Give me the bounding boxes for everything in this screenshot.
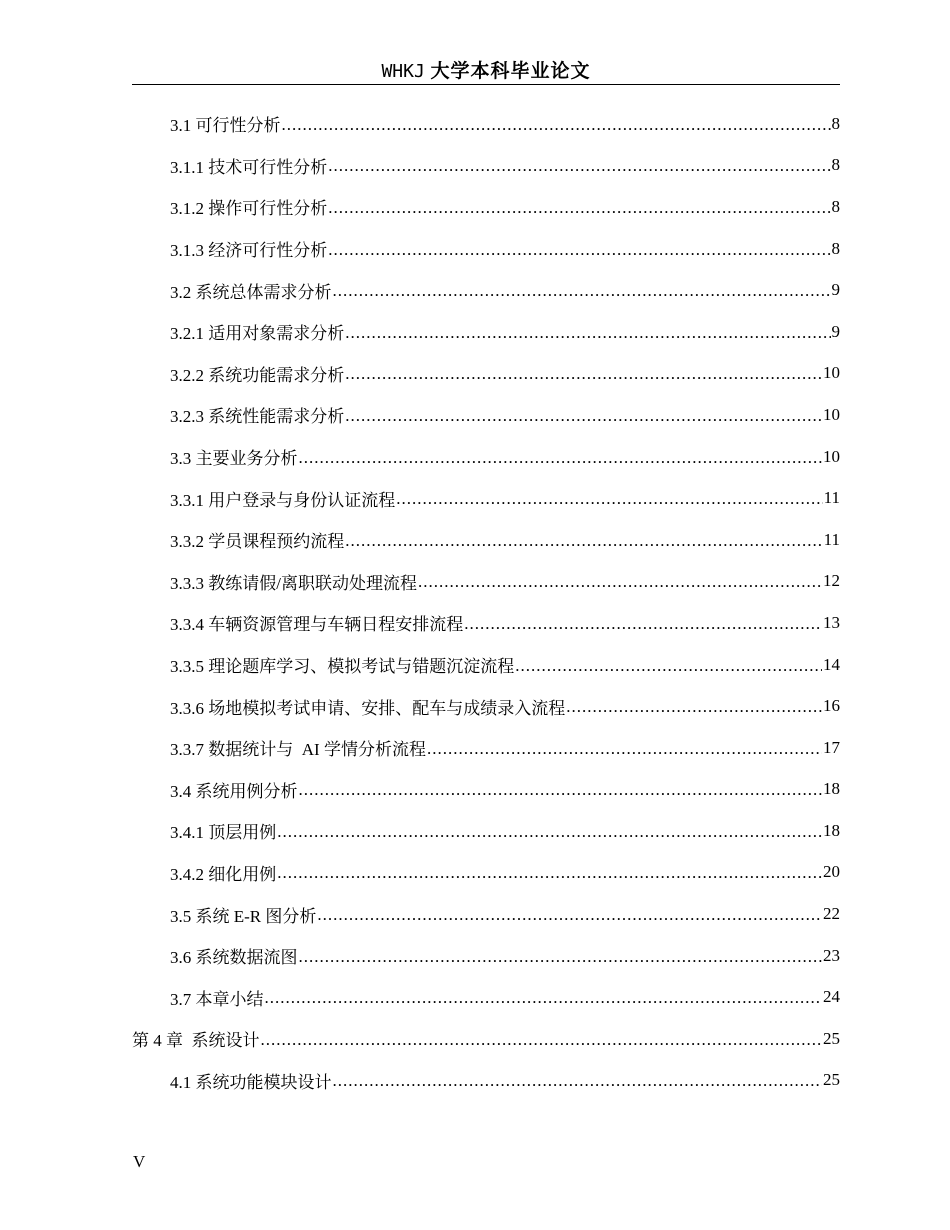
toc-entry-label: 3.3.1 用户登录与身份认证流程 [170,490,396,510]
toc-entry[interactable] [132,893,840,935]
toc-entry-page-number: 18 [823,820,840,840]
toc-entry[interactable] [132,976,840,1018]
toc-dot-leader [282,115,831,135]
toc-dot-leader [464,614,822,634]
toc-entry-label: 3.3.7 数据统计与 AI 学情分析流程 [170,740,426,760]
toc-entry-label: 3.3.4 车辆资源管理与车辆日程安排流程 [170,615,464,635]
toc-dot-leader [277,822,822,842]
toc-entry-label: 3.1.1 技术可行性分析 [170,157,328,177]
toc-entry-page-number: 10 [823,363,840,383]
toc-entry-label: 3.2.2 系统功能需求分析 [170,365,345,385]
toc-entry-label: 3.4.1 顶层用例 [170,823,277,843]
toc-entry-page-number: 9 [831,321,840,341]
toc-entry[interactable] [132,436,840,478]
toc-dot-leader [396,489,822,509]
toc-dot-leader [418,572,822,592]
toc-entry[interactable] [132,852,840,894]
toc-entry[interactable] [132,311,840,353]
toc-entry-page-number: 12 [823,571,840,591]
toc-entry[interactable] [132,644,840,686]
header-title-cjk: 大学本科毕业论文 [430,61,591,82]
toc-entry-page-number: 8 [831,196,840,216]
toc-dot-leader [265,988,823,1008]
toc-entry-label: 3.2.1 适用对象需求分析 [170,324,345,344]
toc-entry-page-number: 8 [831,155,840,175]
toc-entry-page-number: 8 [831,113,840,133]
toc-entry-page-number: 11 [823,488,840,508]
toc-entry[interactable] [132,935,840,977]
toc-dot-leader [328,156,830,176]
toc-dot-leader [261,1030,823,1050]
toc-entry-label: 3.1.3 经济可行性分析 [170,241,328,261]
toc-entry[interactable] [132,810,840,852]
toc-entry[interactable] [132,1060,840,1102]
toc-entry-page-number: 20 [823,862,840,882]
toc-dot-leader [427,739,822,759]
header-title-latin: WHKJ [381,61,425,82]
toc-dot-leader [328,198,830,218]
toc-entry[interactable] [132,353,840,395]
toc-entry-page-number: 14 [823,654,840,674]
toc-dot-leader [345,406,822,426]
toc-entry[interactable] [132,477,840,519]
toc-entry-label: 3.2.3 系统性能需求分析 [170,407,345,427]
toc-entry-label: 4.1 系统功能模块设计 [170,1072,332,1092]
toc-entry[interactable] [132,519,840,561]
toc-entry-page-number: 16 [823,696,840,716]
toc-dot-leader [566,697,822,717]
toc-entry-page-number: 23 [823,945,840,965]
toc-entry[interactable] [132,602,840,644]
toc-entry-label: 3.1.2 操作可行性分析 [170,199,328,219]
toc-entry-page-number: 25 [823,1070,840,1090]
toc-dot-leader [345,323,830,343]
toc-entry-label: 3.1 可行性分析 [170,116,281,136]
toc-entry[interactable] [132,561,840,603]
toc-entry[interactable] [132,1018,840,1060]
toc-dot-leader [328,240,830,260]
toc-entry-label: 3.3.2 学员课程预约流程 [170,532,345,552]
toc-entry-page-number: 18 [823,779,840,799]
toc-entry[interactable] [132,186,840,228]
toc-entry-page-number: 17 [823,737,840,757]
toc-entry[interactable] [132,394,840,436]
toc-entry-page-number: 10 [823,446,840,466]
toc-dot-leader [299,947,823,967]
toc-dot-leader [277,863,822,883]
toc-entry-label: 3.7 本章小结 [170,989,264,1009]
toc-entry[interactable] [132,103,840,145]
toc-entry-page-number: 10 [823,404,840,424]
toc-dot-leader [333,1071,823,1091]
toc-entry-page-number: 9 [831,280,840,300]
page-header [132,60,840,85]
toc-entry[interactable] [132,727,840,769]
toc-entry-label: 3.3.3 教练请假/离职联动处理流程 [170,573,417,593]
toc-entry-label: 3.5 系统 E-R 图分析 [170,906,317,926]
toc-dot-leader [515,656,822,676]
page-number: V [133,1152,146,1171]
toc-entry-label: 3.3 主要业务分析 [170,449,298,469]
toc-dot-leader [317,905,822,925]
toc-entry-label: 3.6 系统数据流图 [170,948,298,968]
header-title [381,60,590,84]
toc-entry-page-number: 8 [831,238,840,258]
toc-entry[interactable] [132,228,840,270]
toc-dot-leader [299,780,823,800]
toc-entry-page-number: 25 [823,1028,840,1048]
toc-entry[interactable] [132,145,840,187]
toc-entry[interactable] [132,769,840,811]
table-of-contents [132,103,840,1101]
toc-dot-leader [333,281,831,301]
toc-dot-leader [345,531,822,551]
toc-entry-label: 3.3.5 理论题库学习、模拟考试与错题沉淀流程 [170,657,515,677]
toc-entry-page-number: 13 [823,612,840,632]
toc-entry-label: 3.2 系统总体需求分析 [170,282,332,302]
toc-entry[interactable] [132,685,840,727]
toc-entry-page-number: 24 [823,987,840,1007]
toc-entry-label: 3.4.2 细化用例 [170,864,277,884]
toc-entry-label: 第 4 章 系统设计 [132,1031,260,1051]
toc-dot-leader [345,364,822,384]
toc-entry-label: 3.3.6 场地模拟考试申请、安排、配车与成绩录入流程 [170,698,566,718]
toc-entry-label: 3.4 系统用例分析 [170,781,298,801]
toc-entry[interactable] [132,269,840,311]
toc-entry-page-number: 22 [823,904,840,924]
toc-dot-leader [299,448,823,468]
toc-entry-page-number: 11 [823,529,840,549]
